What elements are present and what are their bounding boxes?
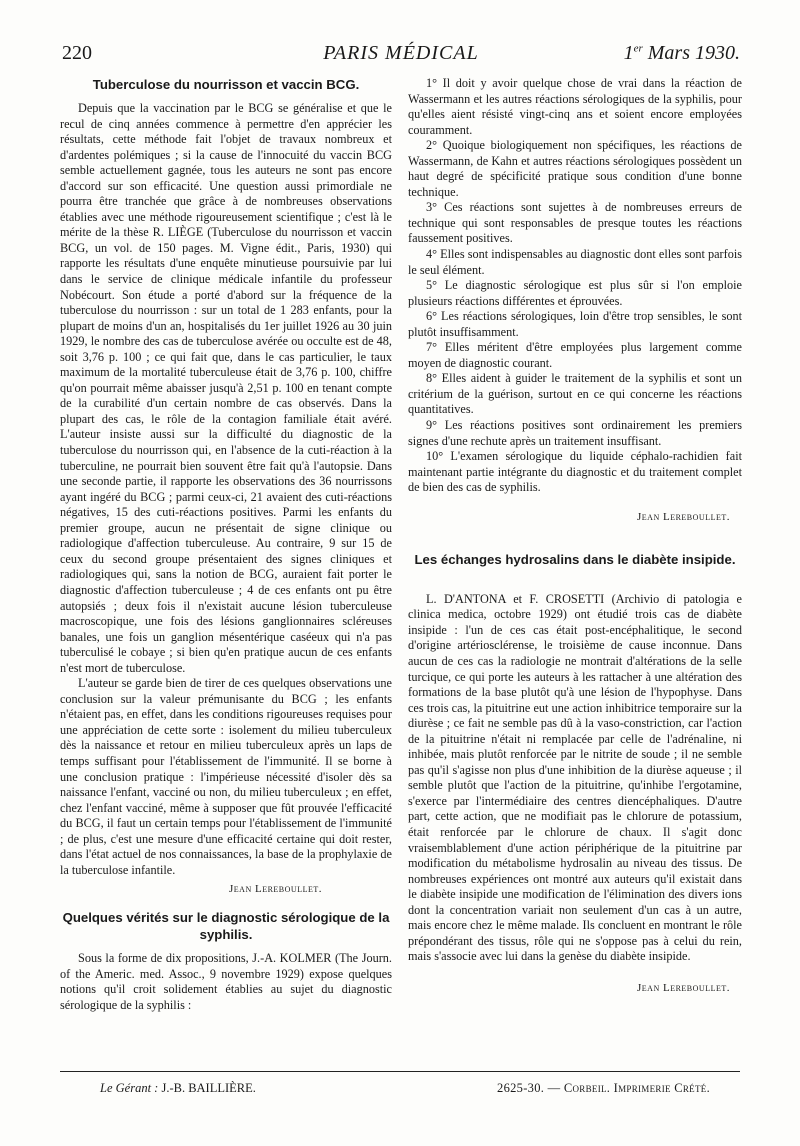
- proposition-item: 4° Elles sont indispensables au diagnostic dont elles sont parfois le seul élément.: [408, 247, 742, 277]
- proposition-item: 2° Quoique biologiquement non spécifiques, les réactions de Wassermann, de Kahn et autres réactions sérologiques possèdent un haut degré de spécificité pratique sous condition d'une bonne technique.: [408, 138, 742, 199]
- printer-line: 2625-30. — Corbeil. Imprimerie Crété.: [497, 1081, 710, 1095]
- section-title-bcg: Tuberculose du nourrisson et vaccin BCG.: [92, 77, 360, 92]
- proposition-item: 3° Ces réactions sont sujettes à de nombreuses erreurs de technique qui sont responsables de presque toutes les réactions faussement positives.: [408, 200, 742, 246]
- page-header: [62, 42, 740, 70]
- proposition-item: 6° Les réactions sérologiques, loin d'être trop sensibles, le sont plutôt insuffisamment.: [408, 309, 742, 339]
- section-title-diabete: Les échanges hydrosalins dans le diabète insipide.: [414, 551, 736, 567]
- paragraph-bcg-2: L'auteur se garde bien de tirer de ces quelques observations une conclusion sur la valeur prémunisante du BCG ; les enfants n'étaient pas, en effet, dans les conditions rigoureuses requises pour une appréciation de cette sorte : isolement du milieu tuberculeux dès la naissance et retour en milieu tuberculeux après un laps de temps suffisant pour l'établissement de l'immunité. Il se borne à une conclusion pratique : l'impérieuse nécessité d'isoler dès sa naissance l'enfant, vacciné ou non, du milieu tuberculeux ; en effet, chez l'enfant vacciné, même à supposer que fût prouvée l'efficacité du BCG, il faut un certain temps pour l'établissement de l'immunité ; de plus, c'est une mesure d'une efficacité certaine qui doit rester, dans l'état actuel de nos connaissances, la base de la prophylaxie de la tuberculose infantile.: [60, 676, 392, 877]
- proposition-item: 10° L'examen sérologique du liquide céphalo-rachidien fait maintenant partie intégrante du diagnostic et du traitement complet de bien des cas de syphilis.: [408, 449, 742, 495]
- issue-date: 1er Mars 1930.: [623, 42, 740, 64]
- signature-diabete: Jean Lereboullet.: [637, 981, 730, 994]
- paragraph-bcg-1: Depuis que la vaccination par le BCG se généralise et que le recul de cinq années commence à permettre d'en apprécier les résultats, cette méthode fait l'objet de travaux nombreux et d'ardentes polémiques ; si la cause de l'innocuité du vaccin BCG semble actuellement gagnée, tous les auteurs ne sont pas encore d'accord sur son efficacité. Une question aussi primordiale ne pourra être tranchée que grâce à de nombreuses observations établies avec une méthode rigoureusement scientifique ; c'est là le mérite de la thèse R. LIÈGE (Tuberculose du nourrisson et vaccin BCG, un vol. de 150 pages. M. Vigne édit., Paris, 1930) qui rapporte les résultats d'une enquête minutieuse poursuivie par lui dans le service de clinique médicale infantile du professeur Nobécourt. Son étude a porté d'abord sur la fréquence de la tuberculose du nourrisson : sur un total de 1 283 enfants, pour la plupart de moins d'un an, hospitalisés du 1er juillet 1926 au 30 juin 1929, le nombre des cas de tuberculose avérée ou occulte est de 48, soit 3,76 p. 100 ; ce qui fait que, dans le cas particulier, le taux maximum de la mortalité tuberculeuse était de 3,76 p. 100, chiffre qu'on pourrait même abaisser jusqu'à 2,51 p. 100 en tenant compte de la curabilité d'un certain nombre de cas observés. Dans la plupart des cas, le rôle de la contagion familiale était avéré. L'auteur insiste aussi sur la difficulté du diagnostic de la tuberculose du nourrisson qui, en l'absence de la cuti-réaction à la tuberculine, ne pourrait bien souvent être fait qu'à l'autopsie. Dans une seconde partie, il rapporte les observations des 36 nourrissons ayant ingéré du BCG ; parmi ceux-ci, 21 avaient des cuti-réactions négatives, 15 des cuti-réactions positives. Parmi les enfants du premier groupe, aucun ne présentait de signe clinique ou radiologique d'affection tuberculeuse. Au contraire, 9 sur 15 de ceux du second groupe présentaient des signes cliniques et radiologiques qui, sans la notion de BCG, auraient fait porter le diagnostic d'affection tuberculeuse ; 4 de ces enfants ont pu être autopsiés ; deux fois il n'existait aucune lésion tuberculeuse macroscopique, une fois des lésions ganglionnaires scléreuses banales, une fois un ganglion mésentérique caséeux qui n'a pas tuberculisé le cobaye ; si bien qu'en pratique aucun de ces enfants n'est mort de tuberculose.: [60, 101, 392, 675]
- page-number: 220: [62, 42, 92, 64]
- section-title-syphilis: Quelques vérités sur le diagnostic sérologique de la syphilis.: [62, 910, 390, 943]
- gerant-line: Le Gérant : J.-B. BAILLIÈRE.: [100, 1081, 256, 1095]
- proposition-item: 5° Le diagnostic sérologique est plus sûr si l'on emploie plusieurs réactions différentes et éprouvées.: [408, 278, 742, 308]
- left-column: [60, 76, 392, 1014]
- footer-divider: [60, 1071, 740, 1072]
- signature-bcg: Jean Lereboullet.: [229, 883, 322, 896]
- proposition-item: 7° Elles méritent d'être employées plus largement comme moyen de diagnostic courant.: [408, 340, 742, 370]
- proposition-item: 9° Les réactions positives sont ordinairement les premiers signes d'une rechute après un traitement insuffisant.: [408, 418, 742, 448]
- proposition-item: 1° Il doit y avoir quelque chose de vrai dans la réaction de Wassermann et les autres réactions sérologiques de la syphilis, pour qu'elles aient résisté vingt-cinq ans et soient encore employées couramment.: [408, 76, 742, 137]
- right-column: [408, 76, 742, 996]
- journal-title: PARIS MÉDICAL: [323, 42, 479, 64]
- signature-syphilis: Jean Lereboullet.: [637, 510, 730, 523]
- paragraph-diabete: L. D'ANTONA et F. CROSETTI (Archivio di patologia e clinica medica, octobre 1929) ont étudié trois cas de diabète insipide : l'un de ces cas était post-encéphalitique, le second d'origine artériosclérense, le troisième de cause inconnue. Dans aucun de ces cas la radiologie ne montrait d'altérations de la selle turcique, ce qui porte les auteurs à les rattacher à une altération des formations de la base plutôt qu'à une lésion de l'hypophyse. Dans ces trois cas, la pituitrine eut une action inhibitrice temporaire sur la diurèse ; ce fait ne semble pas dû à la vaso-constriction, car l'action de la pituitrine n'était ni remplacée par celle de l'adrénaline, ni inhibée, mais plutôt renforcée par le nitrite de soude ; il ne semble pas qu'il s'agisse non plus d'une inhibition de la diurèse aqueuse ; il semble plutôt que l'action de la pituitrine, qu'inhibe l'ergotamine, s'exerce par l'intermédiaire des centres diencéphaliques. D'autre part, cette action, que ne modifiait pas le chlorure de potassium, était renforcée par le chlorure de chaux. Il s'agit donc vraisemblablement d'une action périphérique de la pituitrine par modification du métabolisme hydrosalin au niveau des tissus. De nombreuses expériences ont montré aux auteurs qu'il existait dans le diabète insipide une modification de l'élimination des divers ions dont la concentration variait non seulement d'un cas à un autre, mais encore chez le même malade. Ils concluent en montrant le rôle prépondérant des tissus, rôle qui ne s'oppose pas à celui du rein, mais s'associe avec lui dans la genèse du diabète insipide.: [408, 591, 742, 964]
- paragraph-syphilis-intro: Sous la forme de dix propositions, J.-A. KOLMER (The Journ. of the Americ. med. Assoc., 9 novembre 1929) expose quelques notions qu'il croit solidement établies au sujet du diagnostic sérologique de la syphilis :: [60, 951, 392, 1012]
- proposition-item: 8° Elles aident à guider le traitement de la syphilis et sont un critérium de la guérison, surtout en ce qui concerne les réactions quantitatives.: [408, 371, 742, 417]
